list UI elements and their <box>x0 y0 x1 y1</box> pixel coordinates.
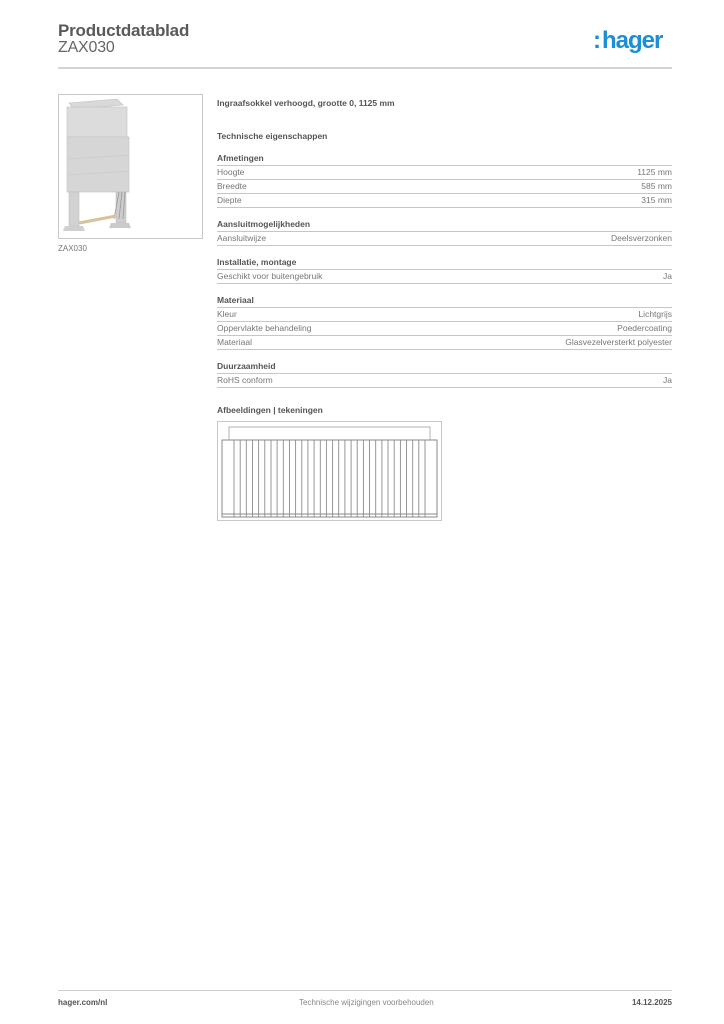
spec-label: Oppervlakte behandeling <box>217 323 312 333</box>
spec-value: 1125 mm <box>637 167 672 177</box>
plinth-front-view-icon <box>218 422 441 520</box>
spec-row <box>217 194 672 208</box>
spec-row <box>217 232 672 246</box>
spec-value: Glasvezelversterkt polyester <box>565 337 672 347</box>
drawings-heading: Afbeeldingen | tekeningen <box>217 405 323 415</box>
section-duurzaamheid <box>217 360 672 388</box>
spec-value: 315 mm <box>641 195 672 205</box>
footer-divider <box>58 990 672 991</box>
section-title: Aansluitmogelijkheden <box>217 218 672 232</box>
hager-logo[interactable] <box>593 27 662 55</box>
spec-value: Poedercoating <box>617 323 672 333</box>
photo-caption: ZAX030 <box>58 244 87 253</box>
technical-properties-heading: Technische eigenschappen <box>217 131 328 141</box>
spec-row <box>217 166 672 180</box>
product-code: ZAX030 <box>58 39 115 56</box>
spec-value: Ja <box>663 375 672 385</box>
section-title: Materiaal <box>217 294 672 308</box>
spec-row <box>217 308 672 322</box>
spec-label: Hoogte <box>217 167 245 177</box>
technical-drawing <box>217 421 442 521</box>
spec-value: Lichtgrijs <box>638 309 672 319</box>
section-installatie-montage <box>217 256 672 284</box>
spec-label: Diepte <box>217 195 242 205</box>
section-aansluitmogelijkheden <box>217 218 672 246</box>
product-photo <box>58 94 203 239</box>
logo-colon: : <box>593 27 601 54</box>
footer-notice: Technische wijzigingen voorbehouden <box>299 998 434 1007</box>
section-title: Duurzaamheid <box>217 360 672 374</box>
footer-website-link[interactable]: hager.com/nl <box>58 998 108 1007</box>
section-afmetingen <box>217 152 672 208</box>
spec-value: Deelsverzonken <box>611 233 672 243</box>
section-materiaal <box>217 294 672 350</box>
spec-value: 585 mm <box>641 181 672 191</box>
spec-label: Aansluitwijze <box>217 233 267 243</box>
cabinet-plinth-icon <box>59 95 202 238</box>
spec-label: Breedte <box>217 181 247 191</box>
logo-text: hager <box>602 27 663 54</box>
footer-date: 14.12.2025 <box>631 998 672 1007</box>
spec-row <box>217 336 672 350</box>
header-divider <box>58 67 672 69</box>
spec-row <box>217 374 672 388</box>
spec-label: Geschikt voor buitengebruik <box>217 271 323 281</box>
spec-value: Ja <box>663 271 672 281</box>
section-title: Afmetingen <box>217 152 672 166</box>
spec-row <box>217 270 672 284</box>
spec-label: RoHS conform <box>217 375 273 385</box>
section-title: Installatie, montage <box>217 256 672 270</box>
spec-label: Kleur <box>217 309 237 319</box>
spec-row <box>217 180 672 194</box>
spec-row <box>217 322 672 336</box>
spec-label: Materiaal <box>217 337 252 347</box>
document-title: Productdatablad <box>58 21 190 40</box>
spec-content <box>217 96 672 521</box>
product-description: Ingraafsokkel verhoogd, grootte 0, 1125 mm <box>217 98 395 108</box>
